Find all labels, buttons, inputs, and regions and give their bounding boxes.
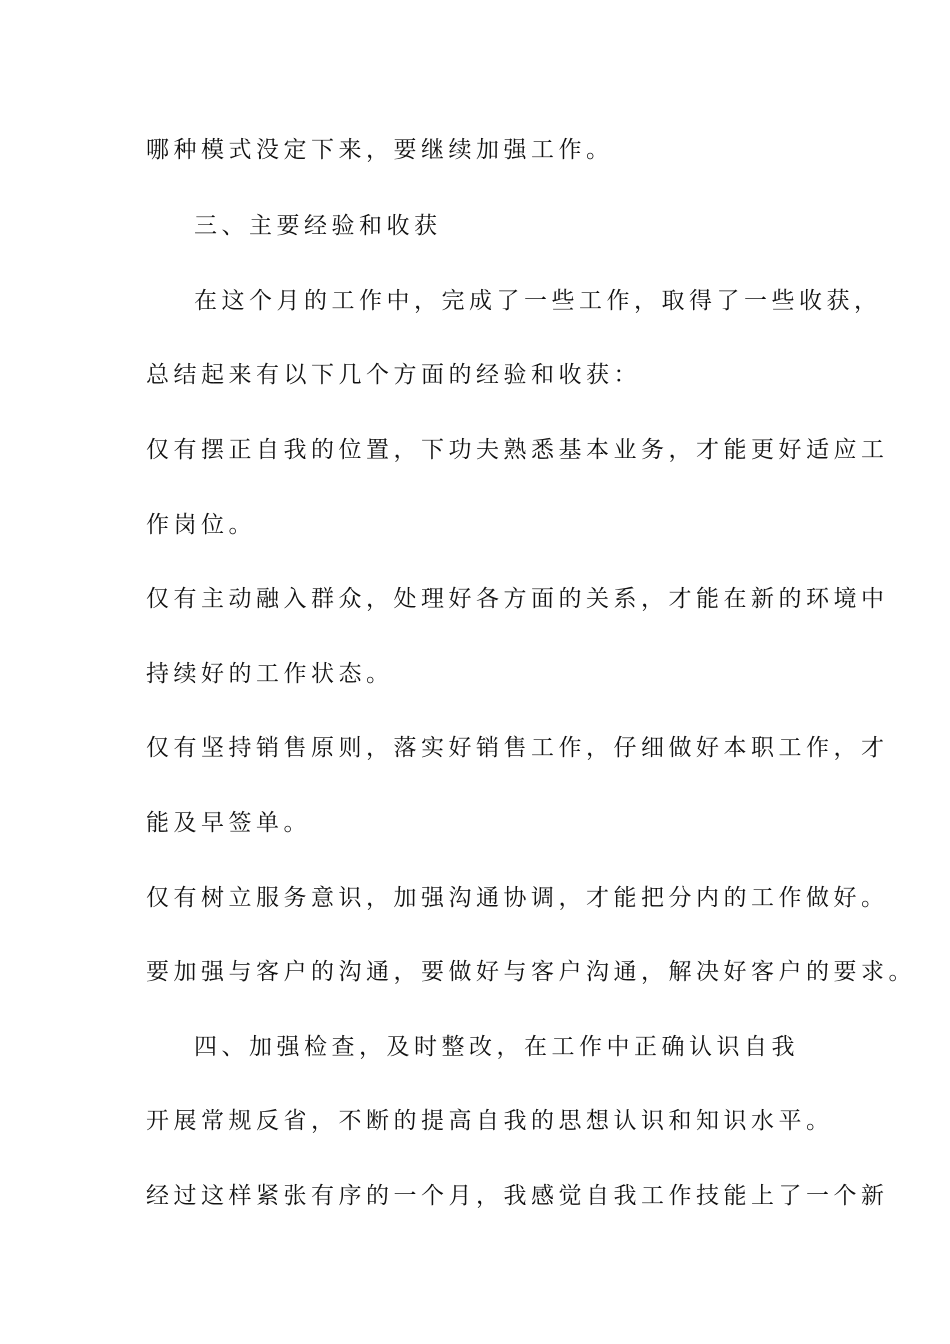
paragraph-line: 仅有坚持销售原则，落实好销售工作，仔细做好本职工作，才 — [146, 735, 889, 761]
paragraph-line: 开展常规反省，不断的提高自我的思想认识和知识水平。 — [146, 1108, 834, 1134]
paragraph-line: 持续好的工作状态。 — [146, 661, 394, 687]
paragraph-line: 要加强与客户的沟通，要做好与客户沟通，解决好客户的要求。 — [146, 959, 916, 985]
paragraph-line: 在这个月的工作中，完成了一些工作，取得了一些收获， — [194, 288, 882, 314]
paragraph-line: 作岗位。 — [146, 512, 256, 538]
paragraph-line: 仅有摆正自我的位置，下功夫熟悉基本业务，才能更好适应工 — [146, 437, 889, 463]
paragraph-line: 总结起来有以下几个方面的经验和收获： — [146, 362, 641, 388]
paragraph-line: 仅有主动融入群众，处理好各方面的关系，才能在新的环境中 — [146, 586, 889, 612]
section-heading-3: 三、主要经验和收获 — [194, 213, 442, 239]
paragraph-line: 能及早签单。 — [146, 810, 311, 836]
paragraph-line: 经过这样紧张有序的一个月，我感觉自我工作技能上了一个新 — [146, 1183, 889, 1209]
paragraph-line: 哪种模式没定下来，要继续加强工作。 — [146, 137, 614, 163]
paragraph-line: 仅有树立服务意识，加强沟通协调，才能把分内的工作做好。 — [146, 885, 889, 911]
section-heading-4: 四、加强检查，及时整改，在工作中正确认识自我 — [194, 1034, 799, 1060]
